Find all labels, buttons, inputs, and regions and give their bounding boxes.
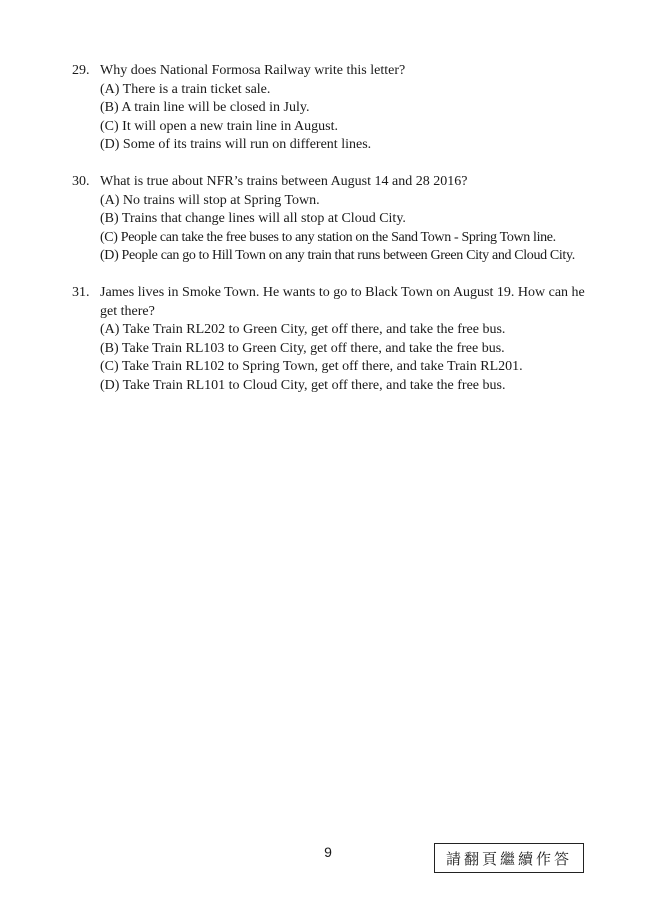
question-text: What is true about NFR’s trains between August 14 and 28 2016? — [100, 174, 468, 189]
option-d: (D) People can go to Hill Town on any train that runs between Green City and Cloud City. — [100, 248, 575, 263]
continue-note-box: 請翻頁繼續作答 — [434, 843, 584, 873]
question-31 — [72, 284, 592, 395]
question-number: 30. — [72, 174, 90, 189]
option-a: (A) No trains will stop at Spring Town. — [100, 192, 320, 208]
question-number: 29. — [72, 63, 90, 78]
page-number: 9 — [324, 844, 332, 860]
option-d: (D) Some of its trains will run on different lines. — [100, 137, 372, 152]
option-a: (A) There is a train ticket sale. — [100, 81, 271, 97]
option-b: (B) Take Train RL103 to Green City, get off there, and take the free bus. — [100, 340, 505, 356]
question-30 — [72, 173, 592, 266]
question-text: James lives in Smoke Town. He wants to go to Black Town on August 19. How can he get there? — [100, 285, 585, 319]
option-b: (B) Trains that change lines will all stop at Cloud City. — [100, 211, 406, 226]
question-29 — [72, 62, 592, 155]
option-a: (A) Take Train RL202 to Green City, get off there, and take the free bus. — [100, 322, 506, 337]
option-d: (D) Take Train RL101 to Cloud City, get off there, and take the free bus. — [100, 377, 506, 393]
option-list — [100, 81, 592, 155]
option-list — [100, 192, 592, 266]
question-number: 31. — [72, 285, 90, 300]
option-c: (C) People can take the free buses to any station on the Sand Town - Spring Town line. — [100, 229, 556, 245]
option-c: (C) It will open a new train line in August. — [100, 118, 338, 134]
option-c: (C) Take Train RL102 to Spring Town, get off there, and take Train RL201. — [100, 359, 523, 374]
option-b: (B) A train line will be closed in July. — [100, 100, 310, 115]
option-list — [100, 321, 592, 395]
question-text: Why does National Formosa Railway write this letter? — [100, 63, 406, 78]
